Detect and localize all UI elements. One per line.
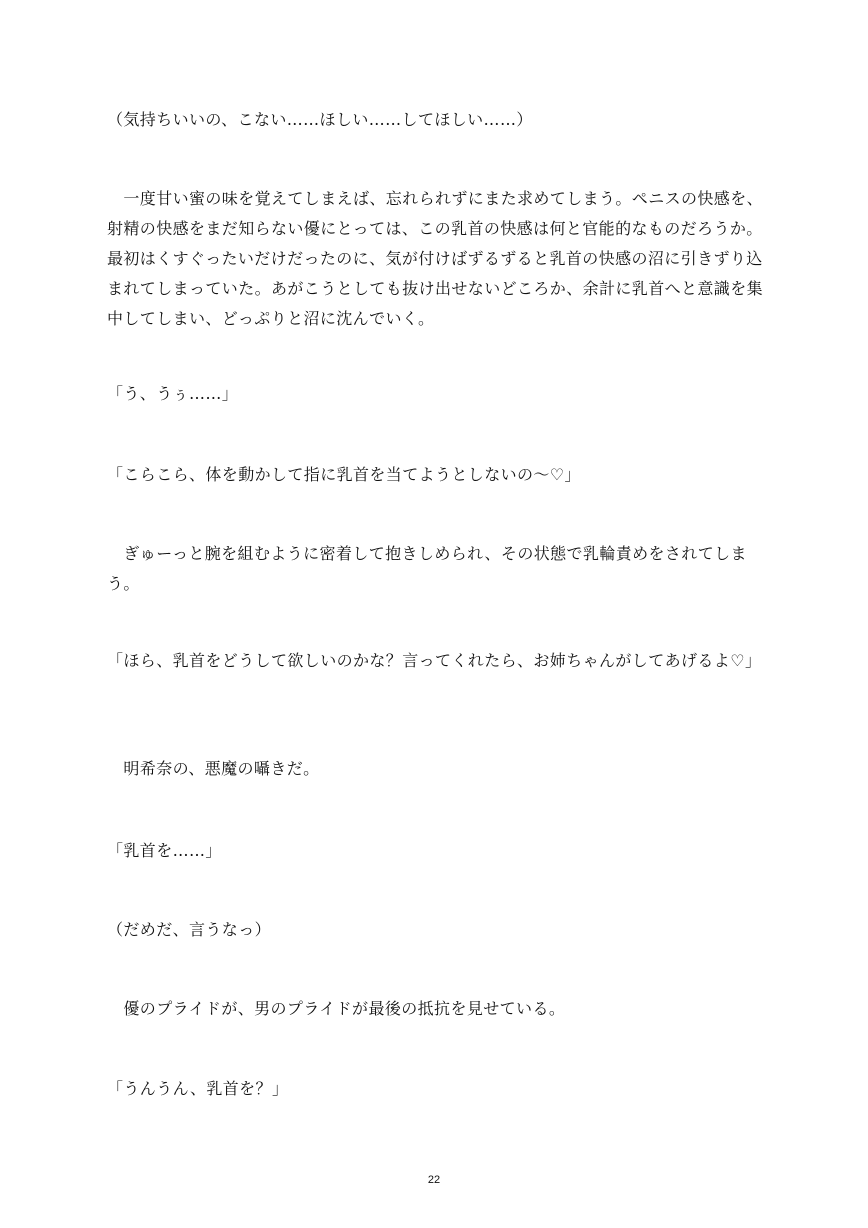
paragraph-narration-4: 優のプライドが、男のプライドが最後の抵抗を見せている。 — [107, 999, 566, 1018]
paragraph-narration-1: 一度甘い蜜の味を覚えてしまえば、忘れられずにまた求めてしまう。ペニスの快感を、射精の快感をまだ知らない優にとっては、この乳首の快感は何と官能的なものだろうか。最初はくすぐったいだけだったのに、気が付けばずるずると乳首の快感の沼に引きずり込まれてしまっていた。あがこうとしても抜け出せないどころか、余計に乳首へと意識を集中してしまい、どっぷりと沼に沈んでいく。 — [107, 189, 764, 328]
paragraph-dialogue-1: 「う、うぅ……」 — [107, 384, 239, 403]
paragraph-narration-3: 明希奈の、悪魔の囁きだ。 — [107, 759, 320, 778]
page-number: 22 — [427, 1174, 441, 1186]
paragraph-dialogue-2: 「こらこら、体を動かして指に乳首を当てようとしないの～♡」 — [107, 465, 581, 484]
paragraph-dialogue-3: 「ほら、乳首をどうして欲しいのかな？言ってくれたら、お姉ちゃんがしてあげるよ♡」 — [107, 651, 762, 670]
paragraph-narration-2: ぎゅーっと腕を組むように密着して抱きしめられ、その状態で乳輪責めをされてしまう。 — [107, 544, 747, 593]
paragraph-thought-2: （だめだ、言うなっ） — [107, 920, 272, 939]
paragraph-dialogue-4: 「乳首を……」 — [107, 841, 222, 860]
paragraph-thought-1: （気持ちいいの、こない……ほしい……してほしい……） — [107, 110, 533, 129]
paragraph-dialogue-5: 「うんうん、乳首を？」 — [107, 1079, 289, 1098]
